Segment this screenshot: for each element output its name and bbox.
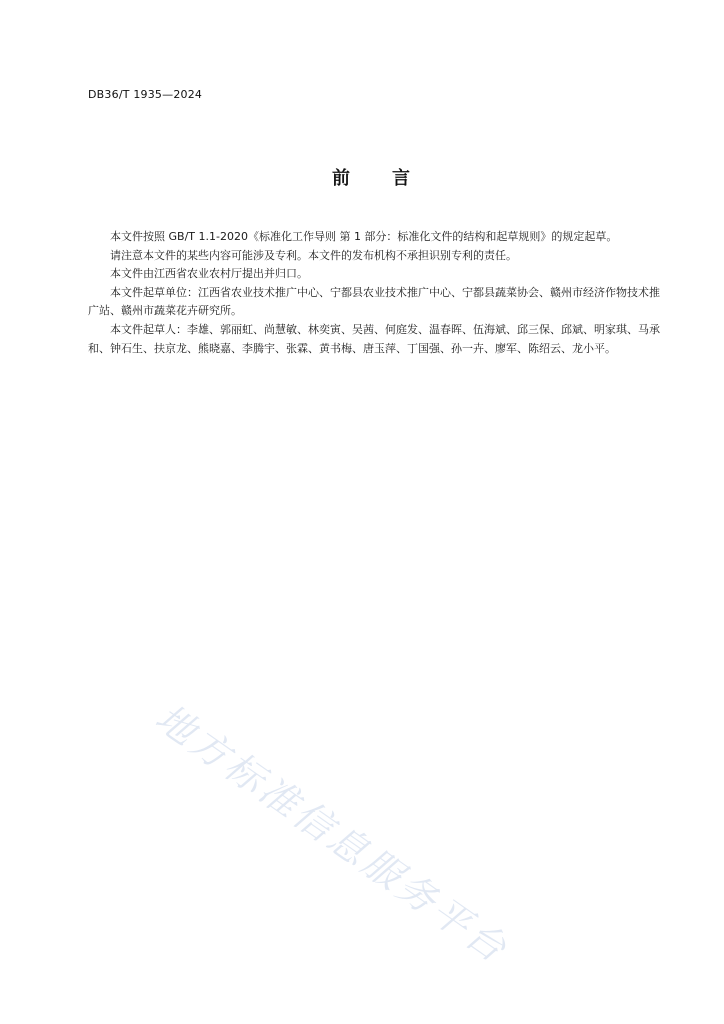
- watermark: 地方标准信息服务平台: [147, 695, 517, 973]
- paragraph-drafting-units: 本文件起草单位：江西省农业技术推广中心、宁都县农业技术推广中心、宁都县蔬菜协会、赣州市经济作物技术推广站、赣州市蔬菜花卉研究所。: [88, 285, 660, 318]
- paragraph-drafting-basis: 本文件按照 GB/T 1.1-2020《标准化工作导则 第 1 部分：标准化文件的结构和起草规则》的规定起草。: [110, 230, 618, 243]
- paragraph-patent-notice: 请注意本文件的某些内容可能涉及专利。本文件的发布机构不承担识别专利的责任。: [110, 248, 517, 262]
- document-code: DB36/T 1935—2024: [88, 88, 203, 101]
- title-char-2: 言: [392, 168, 410, 189]
- document-body: [88, 228, 660, 358]
- paragraph-drafters: 本文件起草人：李雄、郭丽虹、尚慧敏、林奕寅、吴茜、何庭发、温春晖、伍海斌、邱三保、邱斌、明家琪、马承和、钟石生、扶京龙、熊晓嘉、李腾宇、张霖、黄书梅、唐玉萍、丁国强、孙一卉、廖军、陈绍云、龙小平。: [88, 322, 660, 355]
- title-char-1: 前: [332, 168, 350, 189]
- paragraph-proposer: 本文件由江西省农业农村厅提出并归口。: [110, 267, 308, 281]
- page-title: [0, 164, 724, 190]
